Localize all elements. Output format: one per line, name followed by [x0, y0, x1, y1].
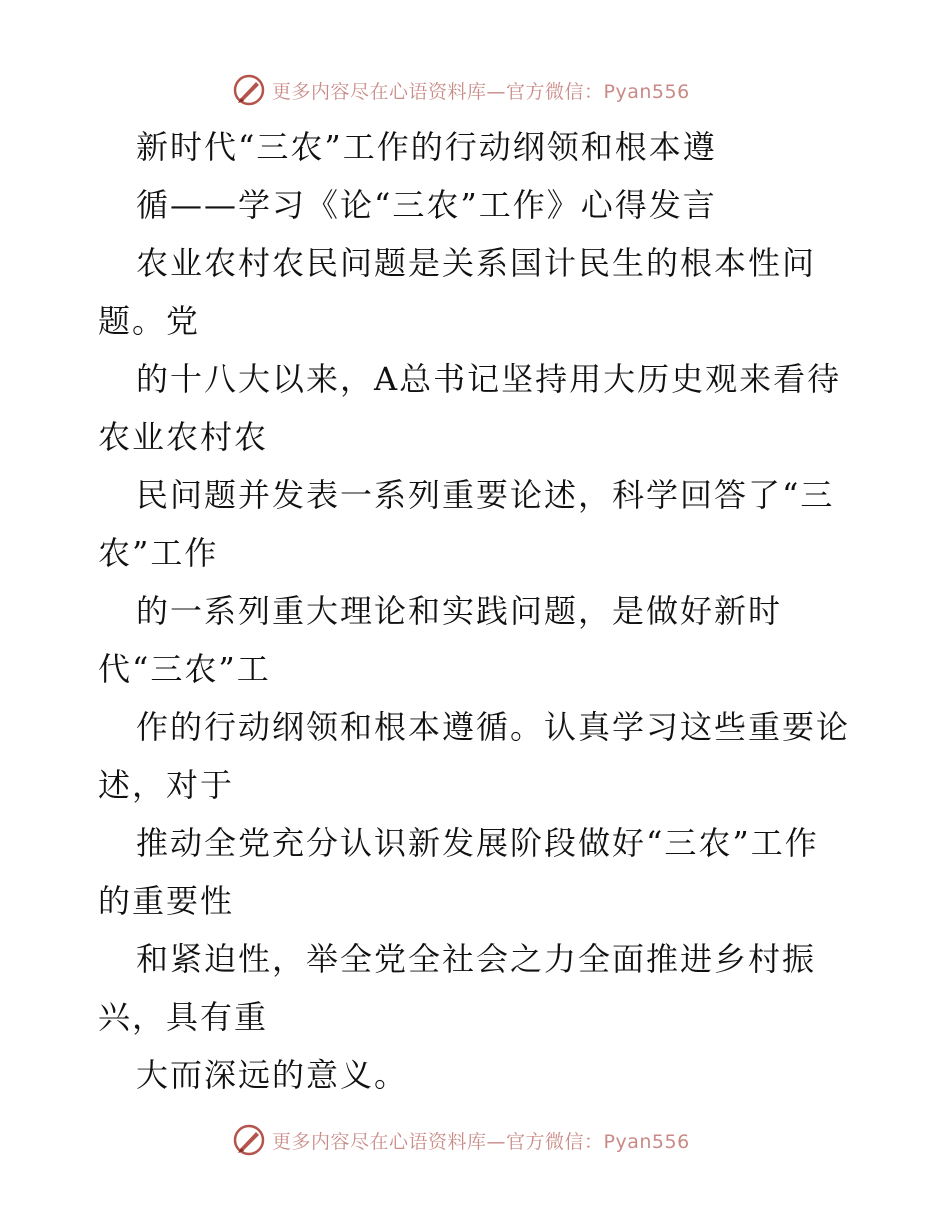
- text-line: 农业农村农: [98, 418, 269, 456]
- text-line: 新时代“三农”工作的行动纲领和根本遵: [136, 128, 717, 166]
- pen-emblem-icon: [232, 73, 266, 107]
- text-line: 题。党: [98, 302, 201, 340]
- text-line: 农业农村农民问题是关系国计民生的根本性问: [136, 244, 817, 282]
- text-line: 述，对于: [98, 766, 235, 804]
- text-line: 推动全党充分认识新发展阶段做好“三农”工作: [136, 824, 819, 862]
- text-line: 循——学习《论“三农”工作》心得发言: [136, 186, 717, 224]
- header-watermark-text: 更多内容尽在心语资料库—官方微信：Pyan556: [272, 80, 690, 103]
- text-line: 的十八大以来，A总书记坚持用大历史观来看待: [136, 360, 842, 398]
- text-line: 和紧迫性，举全党全社会之力全面推进乡村振: [136, 940, 817, 978]
- document-body: [98, 118, 858, 1104]
- text-line: 农”工作: [98, 534, 219, 572]
- text-line: 大而深远的意义。: [136, 1056, 409, 1094]
- header-watermark: [232, 70, 732, 110]
- text-line: 代“三农”工: [98, 650, 271, 688]
- text-line: 的一系列重大理论和实践问题，是做好新时: [136, 592, 783, 630]
- pen-emblem-icon: [232, 1123, 266, 1157]
- text-line: 的重要性: [98, 882, 235, 920]
- text-line: 作的行动纲领和根本遵循。认真学习这些重要论: [136, 708, 851, 746]
- text-line: 兴，具有重: [98, 998, 269, 1036]
- text-line: 民问题并发表一系列重要论述，科学回答了“三: [136, 476, 835, 514]
- footer-watermark: [232, 1120, 732, 1160]
- footer-watermark-text: 更多内容尽在心语资料库—官方微信：Pyan556: [272, 1130, 690, 1153]
